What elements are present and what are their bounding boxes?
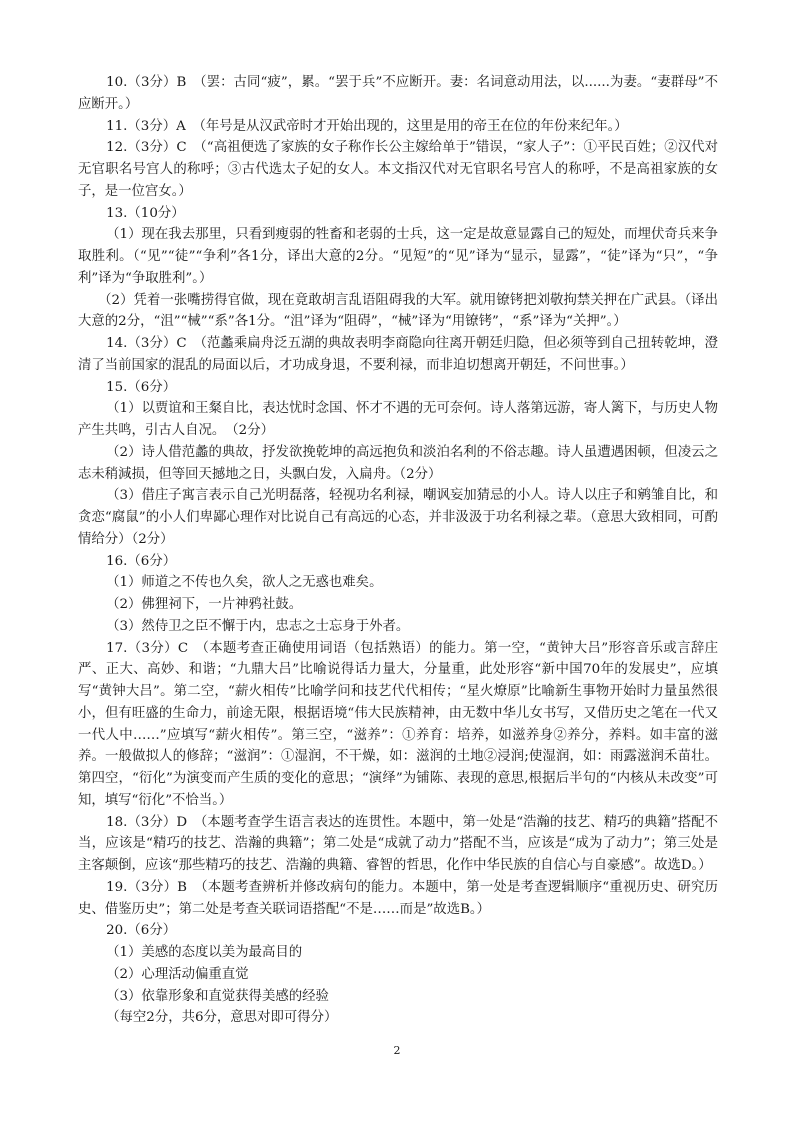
answer-16-part-1: （1）师道之不传也久矣，欲人之无惑也难矣。 xyxy=(106,575,383,591)
answer-15-part-1: （1）以贾谊和王粲自比，表达忧时念国、怀才不遇的无可奈何。诗人落第远游，寄人篱下，与历史人物产生共鸣，引古人自况。 （2分） xyxy=(78,401,718,438)
answer-17: 17.（3分）C （本题考查正确使用词语（包括熟语）的能力。第一空，“黄钟大吕”形容音乐或言辞庄严、正大、高妙、和谐；“九鼎大吕”比喻说得话力量大，分量重，此处形容“新中国70年的发展史”，应填写“黄钟大吕”。第二空，“薪火相传”比喻学问和技艺代代相传；“星火燎原”比喻新生事物开始时力量虽然很小，但有旺盛的生命力，前途无限，根据语境“伟大民族精神，由无数中华儿女书写，又借历史之笔在一代又一代人中……”应填写“薪火相传”。第三空，“滋养”：①养育：培养，如滋养身②养分，养料。如丰富的滋养。一般做拟人的修辞；“滋润”：①湿润，不干燥，如：滋润的土地②浸润;使湿润，如：雨露滋润禾苗壮。第四空，“衍化”为演变而产生质的变化的意思；“演绎”为铺陈、表现的意思,根据后半句的“内核从未改变”可知，填写“衍化”不恰当。） xyxy=(78,640,718,808)
answer-16-part-2: （2）佛狸祠下，一片神鸦社鼓。 xyxy=(106,597,303,612)
answer-20-part-3: （3）依靠形象和直觉获得美感的经验 xyxy=(106,988,329,1004)
answer-page-body xyxy=(78,72,718,1029)
answer-16-header: 16.（6分） xyxy=(106,553,177,569)
answer-18: 18.（3分）D （本题考查学生语言表达的连贯性。本题中，第一处是“浩瀚的技艺、精巧的典籍”搭配不当，应该是“精巧的技艺、浩瀚的典籍”；第二处是“成就了动力”搭配不当，应该是“成为了动力”；第三处是主客颠倒，应该“那些精巧的技艺、浩瀚的典籍、睿智的哲思，化作中华民族的自信心与自豪感”。故选D。） xyxy=(78,814,718,873)
answer-13-header: 13.（10分） xyxy=(106,205,185,221)
answer-13-part-2: （2）凭着一张嘴捞得官做，现在竟敢胡言乱语阻碍我的大军。就用镣铐把刘敬拘禁关押在广武县。（译出大意的2分，“沮”“械”“系”各1分。“沮”译为“阻碍”，“械”译为“用镣铐”，“系”译为“关押”。） xyxy=(78,292,718,330)
answer-20-header: 20.（6分） xyxy=(106,923,177,939)
answer-16-part-3: （3）然侍卫之臣不懈于内，忠志之士忘身于外者。 xyxy=(106,618,410,634)
answer-20-part-2: （2）心理活动偏重直觉 xyxy=(106,966,249,982)
answer-13-part-1: （1）现在我去那里，只看到瘦弱的牲畜和老弱的士兵，这一定是故意显露自己的短处，而埋伏奇兵来争取胜利。（“见”“徒”“争利”各1分，译出大意的2分。“见短”的“见”译为“显示，显露”，“徒”译为“只”，“争利”译为“争取胜利”。） xyxy=(78,227,718,286)
answer-20-scoring-note: （每空2分，共6分，意思对即可得分） xyxy=(106,1010,338,1026)
answer-15-part-3: （3）借庄子寓言表示自己光明磊落，轻视功名利禄，嘲讽妄加猜忌的小人。诗人以庄子和鹓雏自比，和贪恋“腐鼠”的小人们卑鄙心理作对比说自己有高远的心态，并非汲汲于功名利禄之辈。（意思大致相同，可酌情给分）（2分） xyxy=(78,488,718,547)
answer-15-part-2: （2）诗人借范蠡的典故，抒发欲挽乾坤的高远抱负和淡泊名利的不俗志趣。诗人虽遭遇困顿，但凌云之志未稍減损，但等回天撼地之日，头飘白发，入扁舟。（2分） xyxy=(78,444,718,482)
answer-20-part-1: （1）美感的态度以美为最高目的 xyxy=(106,945,303,960)
answer-10: 10.（3分）B （罢：古同“疲”，累。“罢于兵”不应断开。妻：名词意动用法，以......为妻。“妻群母”不应断开。） xyxy=(78,75,718,112)
answer-11: 11.（3分）A （年号是从汉武帝时才开始出现的，这里是用的帝王在位的年份来纪年。） xyxy=(106,118,628,134)
answer-12: 12.（3分）C （“高祖便选了家族的女子称作长公主嫁给单于”错误，“家人子”：①平民百姓；②汉代对无官职名号宫人的称呼；③古代选太子妃的女人。本文指汉代对无官职名号宫人的称呼，不是高祖家族的女子，是一位宫女。） xyxy=(78,140,718,199)
page-number: 2 xyxy=(393,1044,401,1057)
answer-19: 19.（3分）B （本题考查辨析并修改病句的能力。本题中，第一处是考查逻辑顺序“重视历史、研究历史、借鉴历史”；第二处是考查关联词语搭配“不是……而是”故选B。） xyxy=(78,879,718,917)
answer-15-header: 15.（6分） xyxy=(106,379,177,395)
answer-14: 14.（3分）C （范蠡乘扁舟泛五湖的典故表明李商隐向往离开朝廷归隐，但必须等到自己扭转乾坤，澄清了当前国家的混乱的局面以后，才功成身退，不要利禄，而非迫切想离开朝廷，不问世事。） xyxy=(78,336,718,373)
